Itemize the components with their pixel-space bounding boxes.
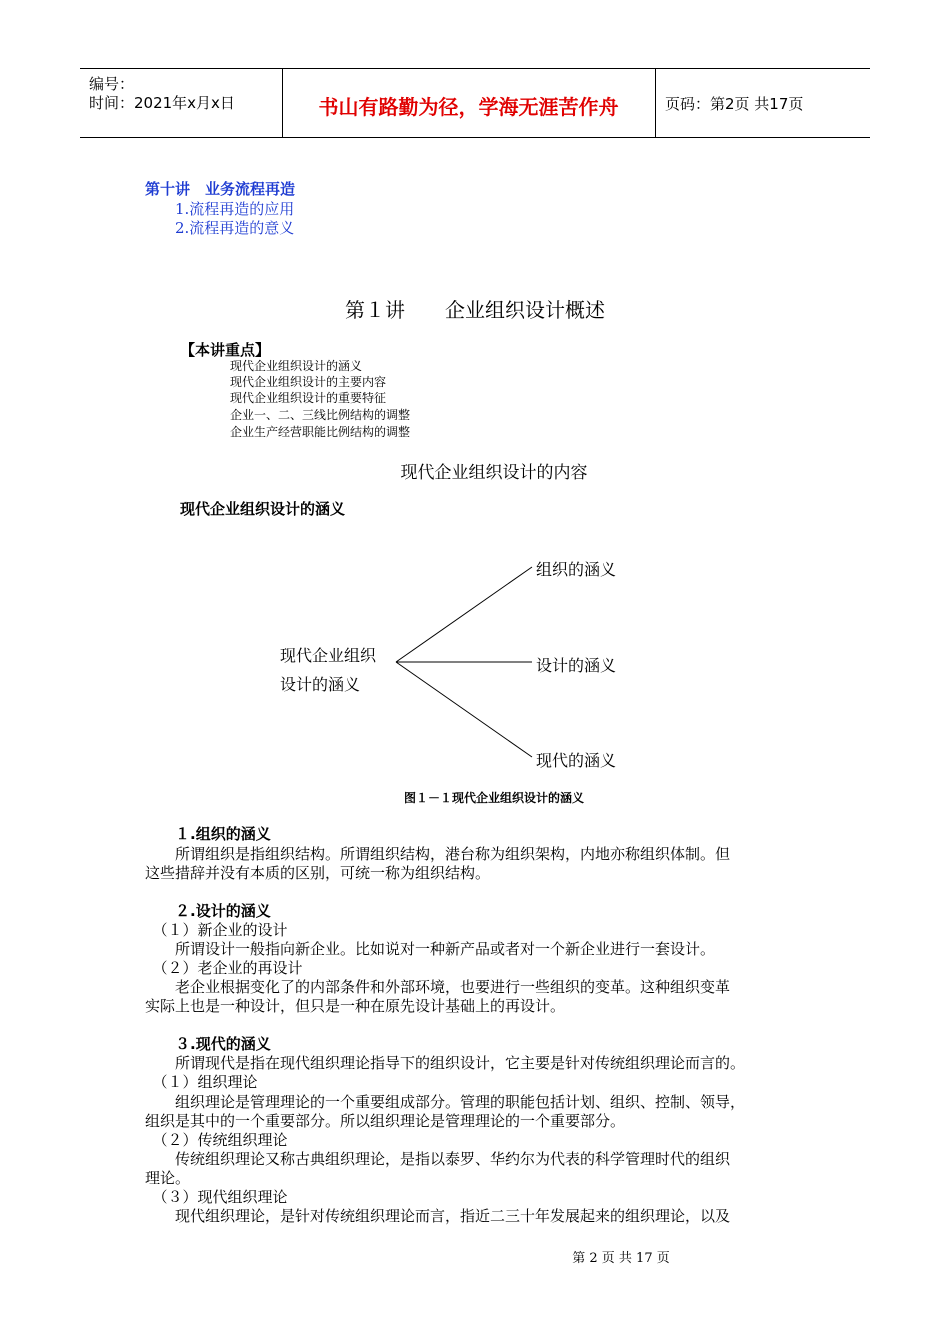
key-point-item: 现代企业组织设计的涵义	[230, 359, 363, 373]
diagram-branch-label: 现代的涵义	[536, 751, 617, 770]
chapter-title: 第１讲 企业组织设计概述	[345, 298, 605, 322]
paragraph: 实际上也是一种设计，但只是一种在原先设计基础上的再设计。	[145, 997, 566, 1015]
subsection-title: 现代企业组织设计的涵义	[180, 500, 346, 518]
subheading: （２）老企业的再设计	[145, 959, 303, 977]
heading-design: ２.设计的涵义	[175, 902, 271, 920]
key-point-item: 现代企业组织设计的重要特征	[230, 391, 387, 405]
diagram-root-line2: 设计的涵义	[280, 675, 361, 694]
subheading: （３）现代组织理论	[145, 1188, 288, 1206]
paragraph: 现代组织理论，是针对传统组织理论而言，指近二三十年发展起来的组织理论，以及	[145, 1207, 731, 1225]
subheading: （１）组织理论	[145, 1073, 258, 1091]
paragraph: 老企业根据变化了的内部条件和外部环境，也要进行一些组织的变革。这种组织变革	[145, 978, 731, 996]
paragraph: 组织理论是管理理论的一个重要组成部分。管理的职能包括计划、组织、控制、领导，	[145, 1093, 746, 1111]
heading-organization: １.组织的涵义	[175, 825, 271, 843]
page-label: 页码：第2页 共17页	[665, 95, 804, 113]
header-meta-cell	[80, 69, 283, 137]
paragraph: 理论。	[145, 1169, 191, 1187]
number-label: 编号：	[89, 75, 135, 93]
header-page-cell	[656, 69, 870, 137]
diagram-root-line1: 现代企业组织	[280, 646, 377, 665]
branch-line-top	[396, 567, 532, 662]
paragraph: 所谓设计一般指向新企业。比如说对一种新产品或者对一个新企业进行一套设计。	[145, 940, 716, 958]
paragraph: 传统组织理论又称古典组织理论，是指以泰罗、华约尔为代表的科学管理时代的组织	[145, 1150, 731, 1168]
date-label: 时间：2021年x月x日	[89, 94, 235, 112]
key-points-heading: 【本讲重点】	[180, 341, 271, 359]
header-motto-cell	[282, 69, 656, 137]
branch-line-bottom	[396, 662, 532, 757]
toc-item[interactable]: 2.流程再造的意义	[175, 219, 295, 237]
paragraph: 组织是其中的一个重要部分。所以组织理论是管理理论的一个重要部分。	[145, 1112, 626, 1130]
key-point-item: 企业一、二、三线比例结构的调整	[230, 408, 411, 422]
section-title: 现代企业组织设计的内容	[400, 463, 588, 483]
document-header	[80, 68, 870, 138]
paragraph: 所谓现代是指在现代组织理论指导下的组织设计，它主要是针对传统组织理论而言的。	[145, 1054, 746, 1072]
key-point-item: 现代企业组织设计的主要内容	[230, 375, 387, 389]
toc-heading[interactable]: 第十讲 业务流程再造	[145, 180, 296, 198]
heading-modern: ３.现代的涵义	[175, 1035, 271, 1053]
toc-item[interactable]: 1.流程再造的应用	[175, 200, 295, 218]
paragraph: 这些措辞并没有本质的区别，可统一称为组织结构。	[145, 864, 491, 882]
diagram-branch-label: 组织的涵义	[536, 560, 617, 579]
concept-diagram	[270, 545, 670, 785]
subheading: （１）新企业的设计	[145, 921, 288, 939]
diagram-branch-label: 设计的涵义	[536, 656, 617, 675]
page-footer: 第 2 页 共 17 页	[572, 1251, 670, 1266]
key-point-item: 企业生产经营职能比例结构的调整	[230, 425, 411, 439]
paragraph: 所谓组织是指组织结构。所谓组织结构，港台称为组织架构，内地亦称组织体制。但	[145, 845, 731, 863]
motto: 书山有路勤为径，学海无涯苦作舟	[318, 95, 619, 119]
figure-caption: 图１－１现代企业组织设计的涵义	[403, 791, 584, 805]
subheading: （２）传统组织理论	[145, 1131, 288, 1149]
